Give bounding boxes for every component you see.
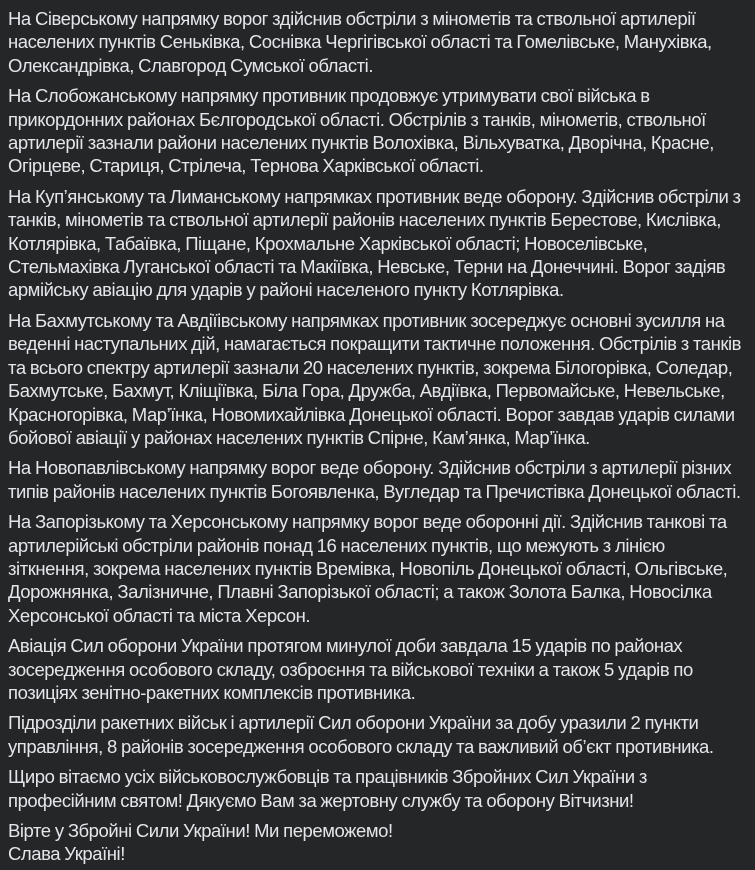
- report-paragraph-zaporizhzhia-kherson: На Запорізькому та Херсонському напрямку ворог веде оборонні дії. Здійснив танкові та артилерійські обстріли районів понад 16 населених пунктів, що межують з лінією зіткнення, зокрема населених пунктів Времівка, Новопіль Донецької області, Ольгівське, Дорожнянка, Залізничне, Плавні Запорізької області; а також Золота Балка, Новосілка Херсонської області та міста Херсон.: [8, 511, 728, 626]
- report-paragraph-missile-artillery: Підрозділи ракетних військ і артилерії Сил оборони України за добу уразили 2 пункти управління, 8 районів зосередження особового складу та важливий об’єкт противника.: [8, 712, 714, 757]
- closing-paragraph: [8, 819, 745, 866]
- report-paragraph-greeting: Щиро вітаємо усіх військовослужбовців та працівників Збройних Сил України з професійним святом! Дякуємо Вам за жертовну службу та оборону Вітчизни!: [8, 766, 647, 811]
- report-paragraph-siverskyi: На Сіверському напрямку ворог здійснив обстріли з мінометів та ствольної артилерії населених пунктів Сеньківка, Соснівка Чергігівської області та Гомелівське, Манухівка, Олександрівка, Славгород Сумської області.: [8, 8, 712, 76]
- report-paragraph-novopavlivskyi: На Новопавлівському напрямку ворог веде оборону. Здійснив обстріли з артилерії різних типів районів населених пунктів Богоявленка, Вугледар та Пречистівка Донецької області.: [8, 457, 741, 502]
- report-paragraph-aviation: Авіація Сил оборони України протягом минулої доби завдала 15 ударів по районах зосередження особового складу, озброєння та військової техніки а також 5 ударів по позиціях зенітно-ракетних комплексів противника.: [8, 635, 693, 703]
- closing-line-slava-ukraini: Слава Україні!: [8, 843, 125, 865]
- report-paragraph-bakhmut-avdiivka: На Бахмутському та Авдіїівському напрямках противник зосереджує основні зусилля на веденні наступальних дій, намагається покращити тактичне положення. Обстрілів з танків та всього спектру артилерії зазнали 20 населених пунктів, зокрема Білогорівка, Соледар, Бахмутське, Бахмут, Кліщіївка, Біла Гора, Дружба, Авдіївка, Первомайське, Невельське, Красногорівка, Мар’їнка, Новомихайлівка Донецької області. Ворог завдав ударів силами бойової авіації у районах населених пунктів Спірне, Кам’янка, Мар’їнка.: [8, 309, 742, 448]
- closing-line-believe: Вірте у Збройні Сили України! Ми переможемо!: [8, 820, 393, 841]
- report-paragraph-kupiansk-lyman: На Куп’янському та Лиманському напрямках противник веде оборону. Здійснив обстріли з танків, мінометів та ствольної артилерії районів населених пунктів Берестове, Кислівка, Котлярівка, Табаївка, Піщане, Крохмальне Харківської області; Новоселівське, Стельмахівка Луганської області та Макіївка, Невське, Терни на Донеччині. Ворог задіяв армійську авіацію для ударів у районі населеного пункту Котлярівка.: [8, 185, 741, 301]
- report-paragraph-slobozhanskyi: На Слобожанському напрямку противник продовжує утримувати свої війська в прикордонних районах Бєлгородської області. Обстрілів з танків, мінометів, ствольної артилерії зазнали райони населених пунктів Волохівка, Вільхуватка, Дворічна, Красне, Огірцеве, Стариця, Стрілеча, Тернова Харківської області.: [8, 85, 714, 177]
